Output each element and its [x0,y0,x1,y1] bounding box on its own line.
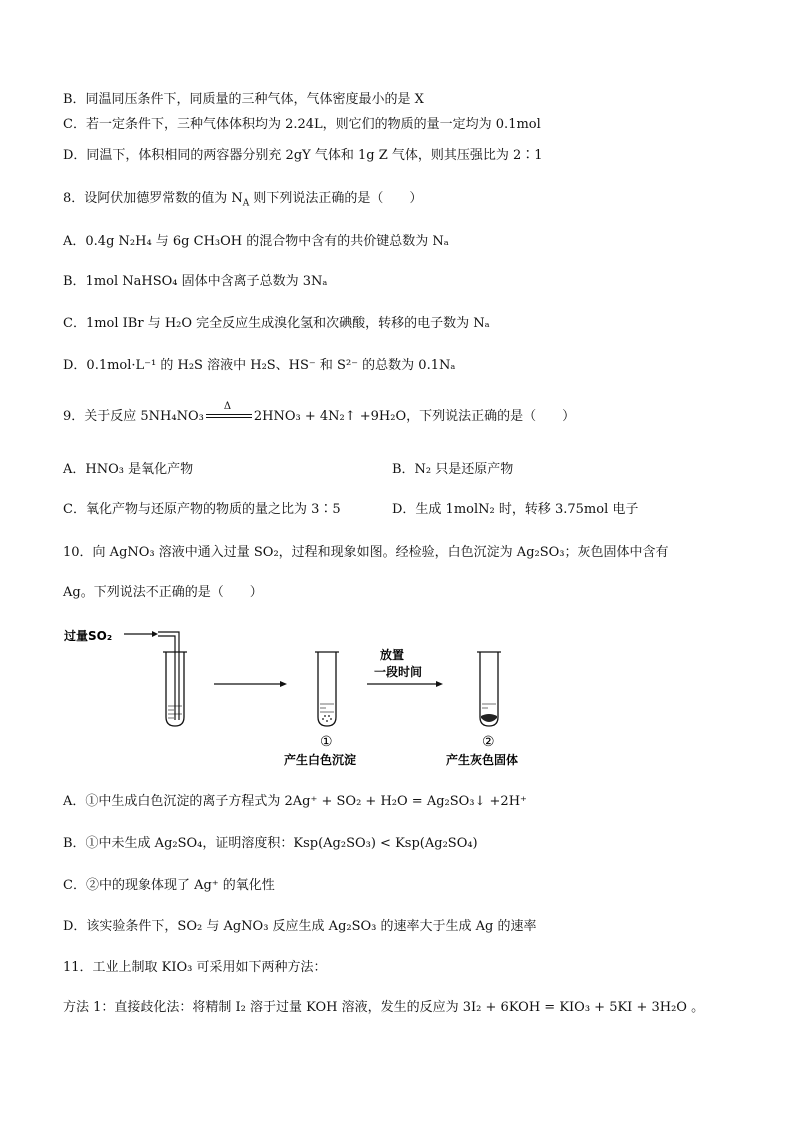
test-tube-1 [315,652,339,726]
gas-arrow-head-icon [152,631,158,637]
q9-stem-post: 2HNO₃ + 4N₂↑ +9H₂O，下列说法正确的是（ ） [253,409,576,424]
q8-option-b: B．1mol NaHSO₄ 固体中含离子总数为 3Nₐ [63,274,328,289]
gas-label: 过量SO₂ [64,629,113,643]
q11-stem: 11．工业上制取 KIO₃ 可采用如下两种方法： [63,960,327,975]
q8-stem-post: 则下列说法正确的是（ ） [249,191,423,206]
q7-option-b: B．同温同压条件下，同质量的三种气体，气体密度最小的是 X [63,92,424,107]
q8-stem [63,189,422,209]
q10-option-d: D．该实验条件下，SO₂ 与 AgNO₃ 反应生成 Ag₂SO₃ 的速率大于生成 Ag 的速率 [63,919,537,934]
q9-option-b: B．N₂ 只是还原产物 [392,462,514,477]
q9-option-c: C．氧化产物与还原产物的物质的量之比为 3∶5 [63,502,341,517]
q10-option-b: B．①中未生成 Ag₂SO₄，证明溶度积：Ksp(Ag₂SO₃) < Ksp(Ag₂SO₄) [63,836,478,851]
experiment-figure [62,622,562,772]
q10-option-a: A．①中生成白色沉淀的离子方程式为 2Ag⁺ + SO₂ + H₂O = Ag₂SO₃↓ +2H⁺ [63,794,527,809]
q7-option-c: C．若一定条件下，三种气体体积均为 2.24L，则它们的物质的量一定均为 0.1mol [63,117,541,132]
arrow2-label-1: 放置 [380,648,405,662]
q10-option-c: C．②中的现象体现了 Ag⁺ 的氧化性 [63,878,275,893]
experiment-diagram [62,622,562,772]
test-tube-2 [477,652,501,726]
delta-label: Δ [223,400,232,412]
q9-stem [63,400,576,427]
q10-stem-line1: 10．向 AgNO₃ 溶液中通入过量 SO₂，过程和现象如图。经检验，白色沉淀为 Ag₂SO₃；灰色固体中含有 [63,545,669,560]
q8-option-a: A．0.4g N₂H₄ 与 6g CH₃OH 的混合物中含有的共价键总数为 Nₐ [63,234,449,249]
tube2-number: ② [482,734,495,750]
q9-option-a: A．HNO₃ 是氧化产物 [63,462,194,477]
q11-method1: 方法 1：直接歧化法：将精制 I₂ 溶于过量 KOH 溶液，发生的反应为 3I₂ + 6KOH = KIO₃ + 5KI + 3H₂O 。 [63,1000,705,1015]
q9-option-d: D．生成 1molN₂ 时，转移 3.75mol 电子 [392,502,639,517]
tube1-caption: 产生白色沉淀 [284,753,357,767]
tube1-number: ① [320,734,333,750]
tube2-caption: 产生灰色固体 [446,753,519,767]
q7-option-d: D．同温下，体积相同的两容器分别充 2gY 气体和 1g Z 气体，则其压强比为 2∶1 [63,148,543,163]
double-equals-heat-icon [206,400,252,423]
q8-option-c: C．1mol IBr 与 H₂O 完全反应生成溴化氢和次碘酸，转移的电子数为 Nₐ [63,316,490,331]
q8-stem-pre: 8．设阿伏加德罗常数的值为 N [63,191,243,206]
q10-stem-line2: Ag。下列说法不正确的是（ ） [63,585,263,600]
q9-stem-pre: 9．关于反应 5NH₄NO₃ [63,409,204,424]
arrow-2-head-icon [436,681,443,687]
arrow-1-head-icon [280,681,287,687]
arrow2-label-2: 一段时间 [374,665,423,679]
q8-option-d: D．0.1mol·L⁻¹ 的 H₂S 溶液中 H₂S、HS⁻ 和 S²⁻ 的总数为 0.1Nₐ [63,358,456,373]
q8-stem-sub: A [242,198,250,209]
delivery-tube [158,632,179,720]
